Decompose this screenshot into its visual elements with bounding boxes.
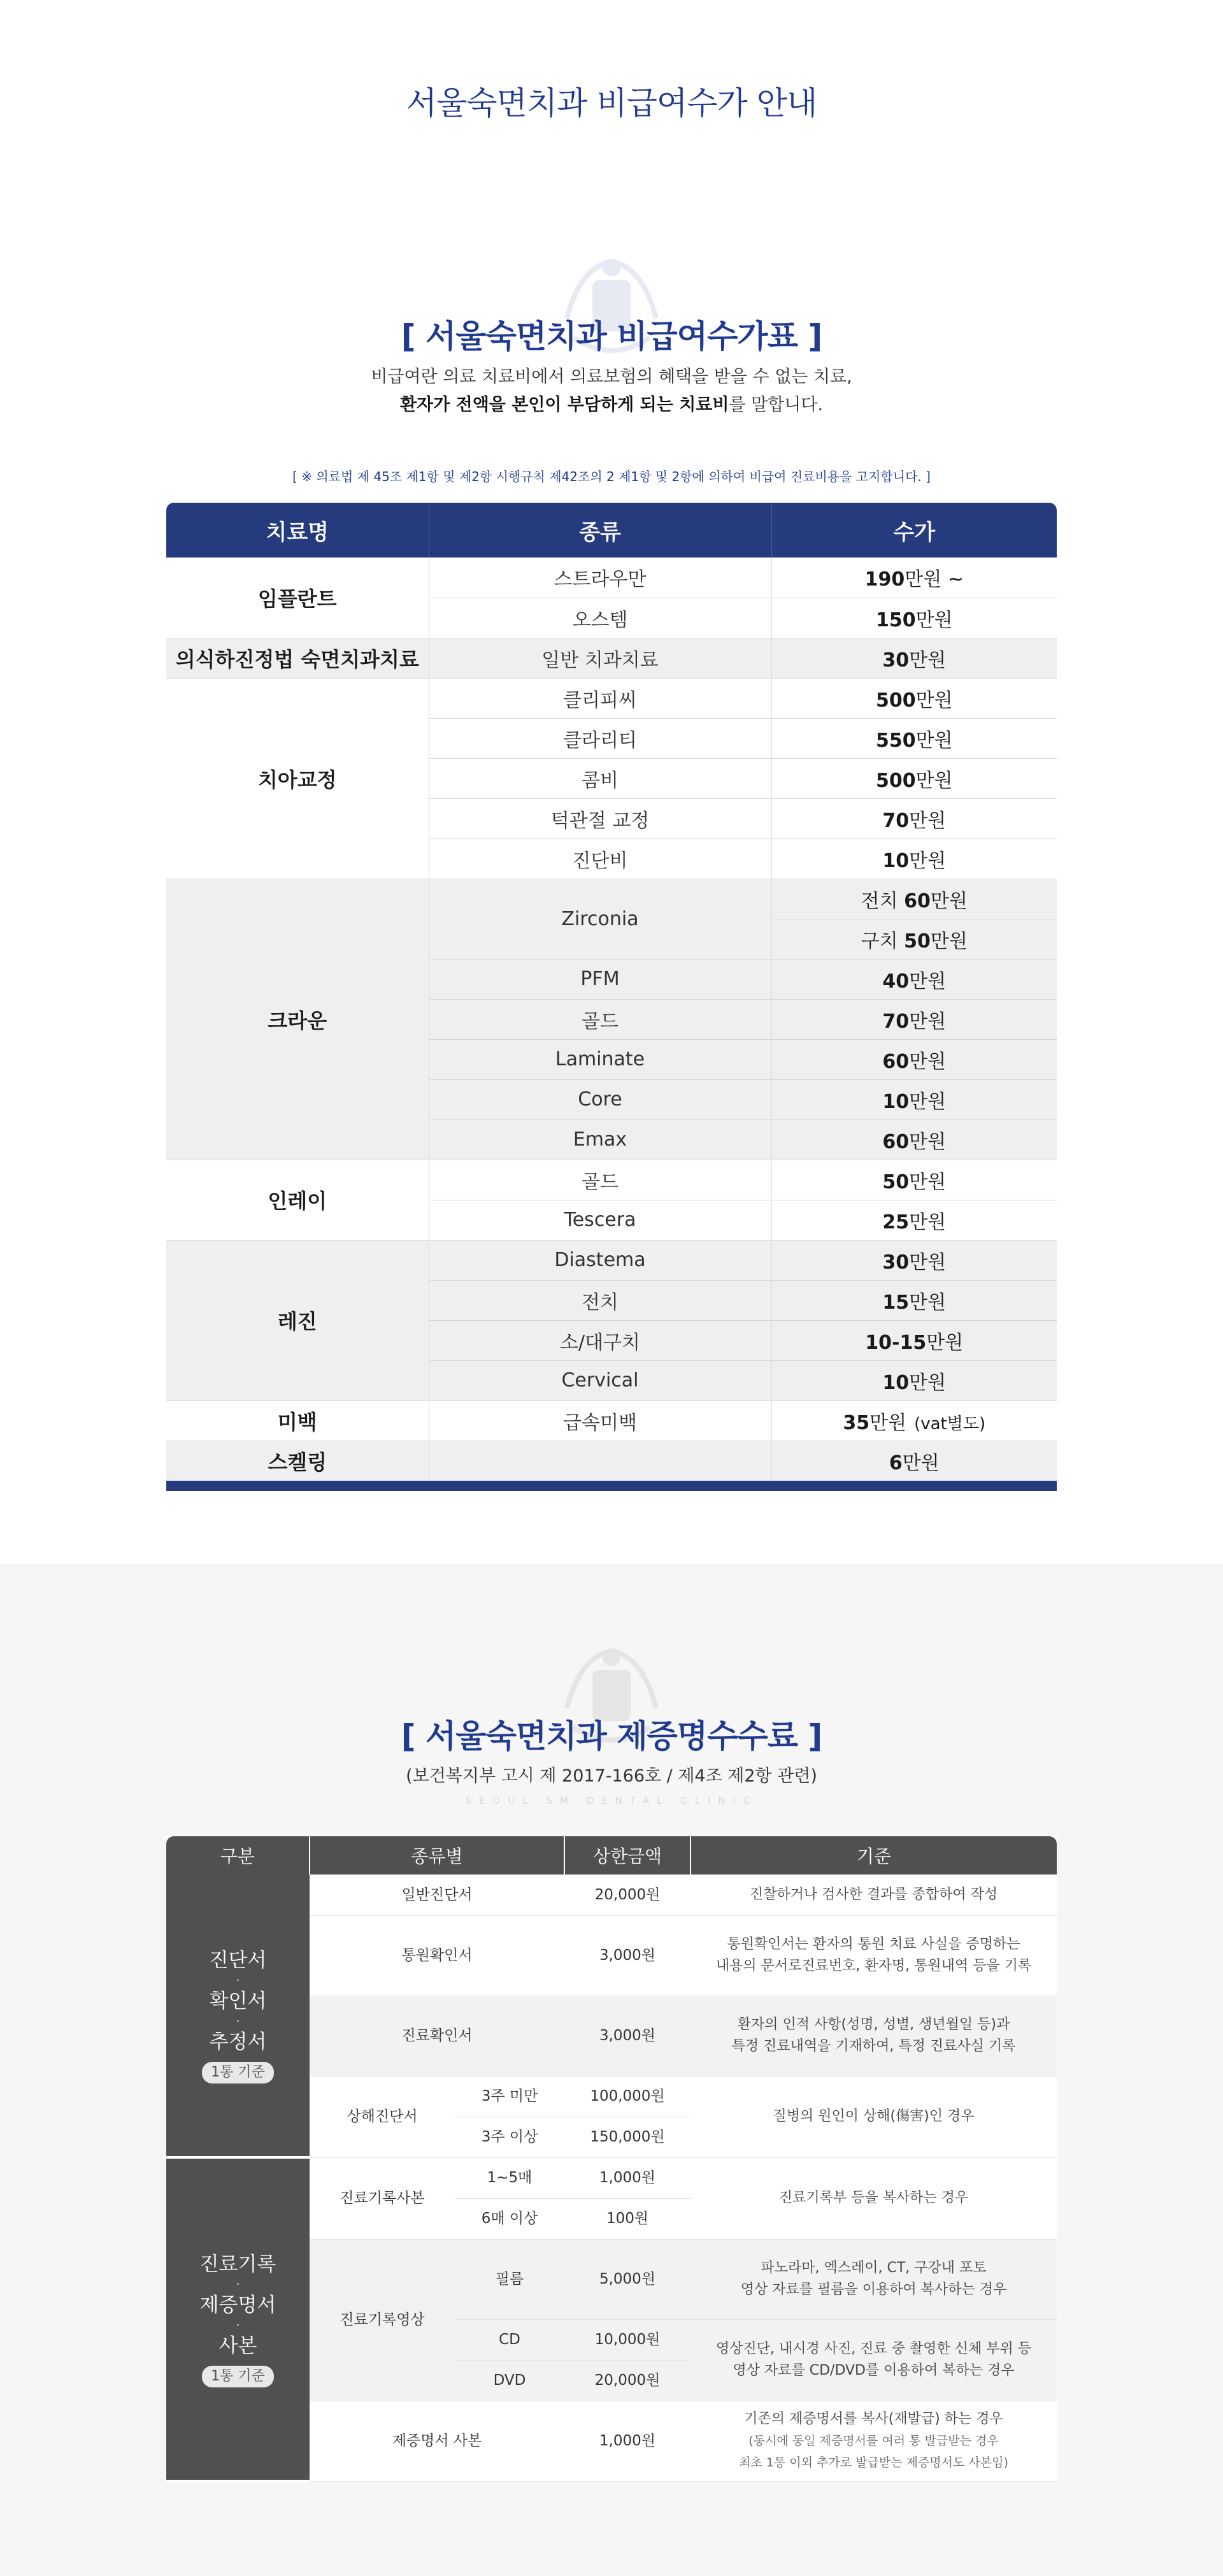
type-cell: Laminate [429, 1039, 771, 1079]
group-diagnosis [166, 1874, 310, 2157]
price-cell: 10만원 [771, 838, 1057, 879]
sub-kind-cell: 3주 이상 [455, 2117, 564, 2157]
type-cell: Diastema [429, 1240, 771, 1280]
price-cell: 550만원 [771, 718, 1057, 758]
group-line: 추정서 [209, 2031, 267, 2054]
group-records [166, 2157, 310, 2481]
price-cell: 60만원 [771, 1119, 1057, 1160]
group-line: 진단서 [209, 1949, 267, 1972]
price-cell: 30만원 [771, 1240, 1057, 1280]
description-line-1: 비급여란 의료 치료비에서 의료보험의 혜택을 받을 수 없는 치료, [371, 367, 852, 387]
kind-cell: 제증명서 사본 [310, 2401, 564, 2481]
type-cell: 급속미백 [429, 1400, 771, 1441]
price-cell: 40만원 [771, 959, 1057, 999]
amount-cell: 1,000원 [564, 2401, 690, 2481]
sub-kind-cell: 필름 [455, 2239, 564, 2319]
type-cell: 진단비 [429, 838, 771, 879]
table-row [166, 1240, 1057, 1280]
header-treatment: 치료명 [166, 503, 429, 558]
kind-cell: 일반진단서 [310, 1874, 564, 1915]
type-cell: Tescera [429, 1200, 771, 1240]
price-table-title: [ 서울숙면치과 비급여수가표 ] [401, 318, 822, 355]
type-cell: 스트라우만 [429, 558, 771, 598]
table-row [166, 1874, 1057, 1915]
header-max-amount: 상한금액 [564, 1836, 690, 1874]
criteria-cell: 환자의 인적 사항(성명, 성별, 생년월일 등)과 특정 진료내역을 기재하여, 특정 진료사실 기록 [690, 1996, 1057, 2076]
price-cell: 10만원 [771, 1360, 1057, 1400]
amount-cell: 100,000원 [564, 2076, 690, 2117]
category-resin: 레진 [166, 1240, 429, 1400]
amount-cell: 100원 [564, 2198, 690, 2239]
header-category: 구분 [166, 1836, 310, 1874]
criteria-cell: 통원확인서는 환자의 통원 치료 사실을 증명하는 내용의 문서로진료번호, 환자명, 통원내역 등을 기록 [690, 1915, 1057, 1996]
criteria-cell: 기존의 제증명서를 복사(재발급) 하는 경우 (동시에 동일 제증명서를 여러 통 발급받는 경우 최초 1통 이외 추가로 발급받는 제증명서도 사본임) [690, 2401, 1057, 2481]
type-cell: Cervical [429, 1360, 771, 1400]
price-cell: 70만원 [771, 999, 1057, 1039]
category-whitening: 미백 [166, 1400, 429, 1441]
kind-cell: 진료확인서 [310, 1996, 564, 2076]
page-title: 서울숙면치과 비급여수가 안내 [406, 85, 817, 122]
kind-cell: 진료기록영상 [310, 2239, 455, 2401]
category-crown: 크라운 [166, 879, 429, 1160]
type-cell: Core [429, 1079, 771, 1119]
sub-kind-cell: 3주 미만 [455, 2076, 564, 2117]
amount-cell: 20,000원 [564, 1874, 690, 1915]
table-row [166, 558, 1057, 598]
table-row [166, 638, 1057, 678]
type-cell: 전치 [429, 1280, 771, 1320]
table-row [166, 1160, 1057, 1200]
type-cell: 소/대구치 [429, 1320, 771, 1360]
header-criteria: 기준 [690, 1836, 1057, 1874]
type-cell: PFM [429, 959, 771, 999]
clinic-english-name: SEOUL SM DENTAL CLINIC [465, 1795, 758, 1806]
kind-cell: 통원확인서 [310, 1915, 564, 1996]
separator-dot: · [236, 2015, 240, 2028]
sub-kind-cell: 1~5매 [455, 2157, 564, 2198]
fee-table [166, 1836, 1057, 2482]
type-cell: 클리피씨 [429, 678, 771, 718]
amount-cell: 1,000원 [564, 2157, 690, 2198]
price-cell: 50만원 [771, 1160, 1057, 1200]
price-cell: 60만원 [771, 1039, 1057, 1079]
criteria-cell: 질병의 원인이 상해(傷害)인 경우 [690, 2076, 1057, 2157]
fee-table-header [166, 1836, 1057, 1874]
price-cell: 190만원 ~ [771, 558, 1057, 598]
category-orthodontics: 치아교정 [166, 678, 429, 879]
group-line: 진료기록 [199, 2253, 276, 2276]
kind-cell: 진료기록사본 [310, 2157, 455, 2239]
description-rest: 를 말합니다. [729, 395, 824, 415]
price-cell: 15만원 [771, 1280, 1057, 1320]
price-cell: 10-15만원 [771, 1320, 1057, 1360]
criteria-cell: 파노라마, 엑스레이, CT, 구강내 포토 영상 자료를 필름을 이용하여 복사하는 경우 [690, 2239, 1057, 2319]
price-cell: 10만원 [771, 1079, 1057, 1119]
group-line: 사본 [218, 2335, 257, 2357]
criteria-cell: 진찰하거나 검사한 결과를 종합하여 작성 [690, 1874, 1057, 1915]
price-description [0, 363, 1223, 419]
type-cell: 턱관절 교정 [429, 798, 771, 838]
price-cell: 전치 60만원 [771, 879, 1057, 919]
description-line-2 [0, 391, 1223, 419]
legal-notice: [ ※ 의료법 제 45조 제1항 및 제2항 시행규칙 제42조의 2 제1항 및 2항에 의하여 비급여 진료비용을 고지합니다. ] [292, 469, 931, 484]
sub-kind-cell: 6매 이상 [455, 2198, 564, 2239]
header-kind: 종류별 [310, 1836, 564, 1874]
price-table-header [166, 503, 1057, 558]
kind-cell: 상해진단서 [310, 2076, 455, 2157]
category-implant: 임플란트 [166, 558, 429, 638]
price-cell: 35만원 (vat별도) [771, 1400, 1057, 1441]
sub-kind-cell: DVD [455, 2360, 564, 2401]
price-cell: 30만원 [771, 638, 1057, 678]
price-table [166, 503, 1057, 1481]
price-cell: 25만원 [771, 1200, 1057, 1240]
amount-cell: 150,000원 [564, 2117, 690, 2157]
unit-badge: 1통 기준 [202, 2366, 274, 2387]
category-scaling: 스켈링 [166, 1441, 429, 1481]
criteria-cell: 진료기록부 등을 복사하는 경우 [690, 2157, 1057, 2239]
table-row [166, 1400, 1057, 1441]
certificate-fee-section [0, 1564, 1223, 2576]
amount-cell: 10,000원 [564, 2319, 690, 2360]
price-cell: 70만원 [771, 798, 1057, 838]
amount-cell: 3,000원 [564, 1996, 690, 2076]
table-row [166, 678, 1057, 718]
category-sedation: 의식하진정법 숙면치과치료 [166, 638, 429, 678]
unit-badge: 1통 기준 [202, 2062, 274, 2083]
table-row [166, 879, 1057, 919]
type-cell: Zirconia [429, 879, 771, 959]
price-cell: 500만원 [771, 758, 1057, 798]
type-cell: 골드 [429, 1160, 771, 1200]
amount-cell: 20,000원 [564, 2360, 690, 2401]
header-type: 종류 [429, 503, 771, 558]
type-cell: 골드 [429, 999, 771, 1039]
header-price: 수가 [771, 503, 1057, 558]
price-cell: 500만원 [771, 678, 1057, 718]
separator-dot: · [236, 2319, 240, 2332]
type-cell: Emax [429, 1119, 771, 1160]
separator-dot: · [236, 2278, 240, 2291]
price-cell: 150만원 [771, 598, 1057, 638]
price-cell: 구치 50만원 [771, 919, 1057, 959]
description-bold: 환자가 전액을 본인이 부담하게 되는 치료비 [399, 395, 729, 415]
group-line: 확인서 [209, 1990, 267, 2013]
type-cell: 콤비 [429, 758, 771, 798]
amount-cell: 3,000원 [564, 1915, 690, 1996]
fee-subtitle: (보건복지부 고시 제 2017-166호 / 제4조 제2항 관련) [406, 1766, 817, 1786]
type-cell: 일반 치과치료 [429, 638, 771, 678]
amount-cell: 5,000원 [564, 2239, 690, 2319]
table-row [166, 2157, 1057, 2198]
sub-kind-cell: CD [455, 2319, 564, 2360]
criteria-cell: 영상진단, 내시경 사진, 진료 중 촬영한 신체 부위 등 영상 자료를 CD/DVD를 이용하여 복하는 경우 [690, 2319, 1057, 2401]
price-cell: 6만원 [771, 1441, 1057, 1481]
category-inlay: 인레이 [166, 1160, 429, 1240]
type-cell [429, 1441, 771, 1481]
type-cell: 오스템 [429, 598, 771, 638]
price-section [0, 242, 1223, 1564]
group-line: 제증명서 [199, 2294, 276, 2317]
separator-dot: · [236, 1974, 240, 1987]
table-bottom-bar [166, 1481, 1057, 1491]
fee-table-title: [ 서울숙면치과 제증명수수료 ] [401, 1718, 822, 1755]
table-row [166, 1441, 1057, 1481]
type-cell: 클라리티 [429, 718, 771, 758]
